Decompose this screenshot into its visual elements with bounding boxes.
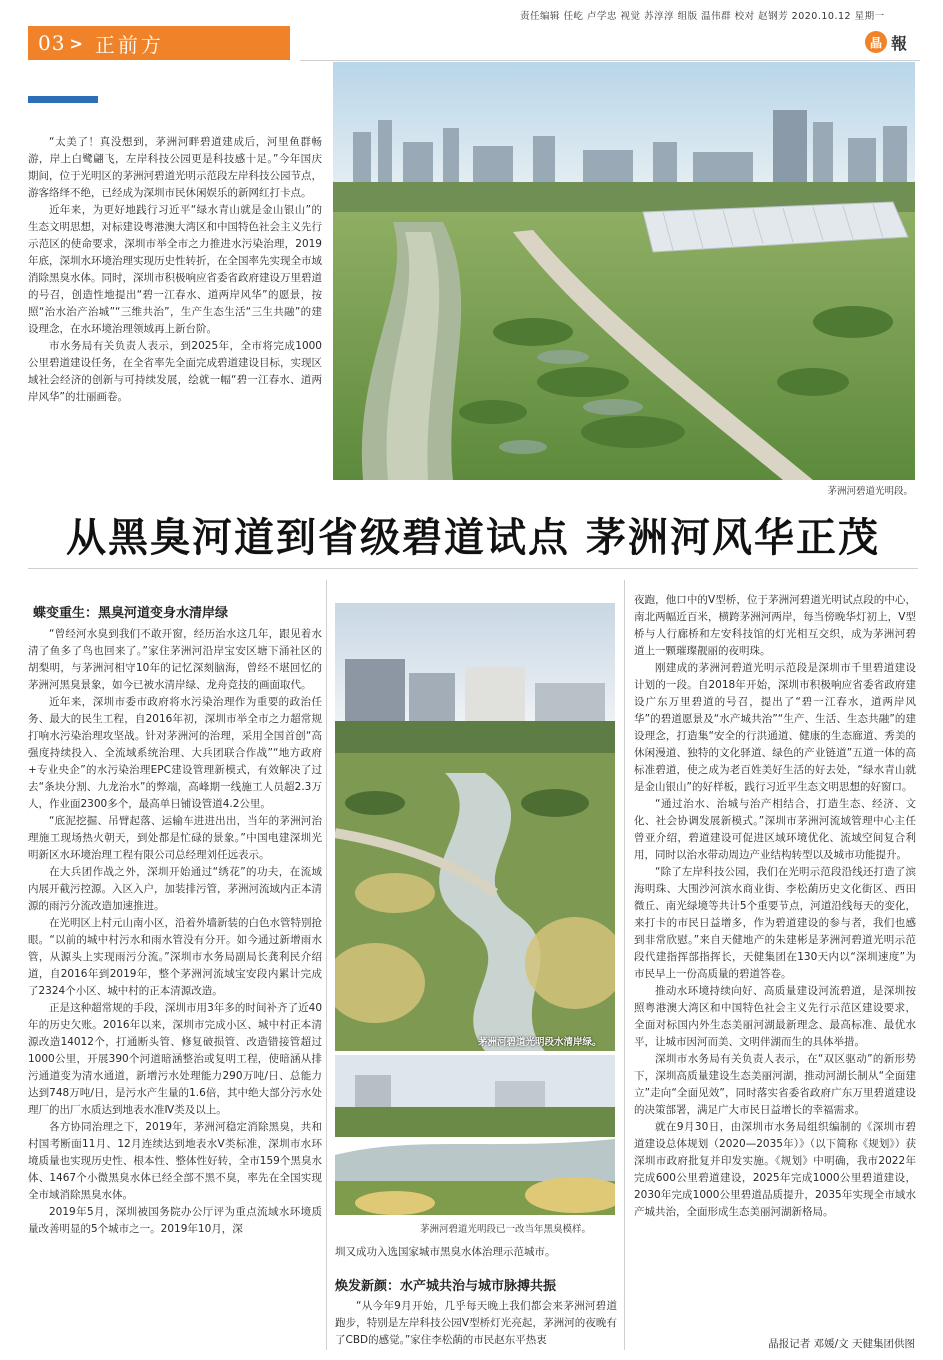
col1-paragraph: 各方协同治理之下，2019年，茅洲河稳定消除黑臭，共和村国考断面11月、12月连续达到地表水Ⅴ类标准，深圳市水环境质量也实现历史性、根本性、整体性好转，全市159个黑臭水体、1467个小微黑臭水体已经全部不黑不臭，率先在全国实现全市域消除黑臭水体。 [28,1121,322,1201]
col1-body [28,626,322,1238]
col1-paragraph: 在大兵团作战之外，深圳开始通过“绣花”的功夫，在流域内展开截污控源。入区入户，加装排污管，茅洲河流域内正本清源的雨污分流改造加速推进。 [28,866,322,912]
header-divider [300,60,920,61]
col1-paragraph: “曾经河水臭到我们不敢开窗，经历治水这几年，跟见着水清了鱼多了鸟也回来了。”家住茅洲河沿岸宝安区塘下涌社区的胡梨明，与茅洲河相守10年的记忆深刻脑海，曾经不堪回忆的茅洲河黑臭景象，如今已被水清岸绿、龙舟竞技的画面取代。 [28,628,322,691]
col3-paragraph: “通过治水、治城与治产相结合，打造生态、经济、文化、社会协调发展新模式。”深圳市茅洲河流域管理中心主任曾亚介绍，碧道建设可促进区域环境优化、流域空间复合利用，同时以治水带动周边产业结构转型以及城市功能提升。 [634,798,916,861]
col3-paragraph: 夜跑，他口中的V型桥，位于茅洲河碧道光明试点段的中心，南北两幅近百米，横跨茅洲河两岸，每当傍晚华灯初上，V型桥与人行廊桥和左安科技馆的灯光相互交织，成为茅洲河碧道上一颗璀璨靓丽的夜明珠。 [634,594,916,657]
col3-paragraph: 刚建成的茅洲河碧道光明示范段是深圳市千里碧道建设计划的一段。自2018年开始，深圳市积极响应省委省政府建设广东万里碧道的号召，提出了“碧一江春水，道两岸风华”的碧道愿景及“水产城共治”“生产、生活、生态共融”的建设理念，打造集“安全的行洪通道、健康的生态廊道、秀美的休闲漫道、独特的文化驿道、绿色的产业链道”五道一体的高标准碧道，使之成为老百姓美好生活的好去处，“绿水青山就是金山银山”的好样板，践行习近平生态文明思想的好窗口。 [634,662,916,793]
headline-divider [28,568,918,569]
col2-body [335,1298,617,1349]
intro-paragraph: 市水务局有关负责人表示，到2025年，全市将完成1000公里碧道建设任务，在全省率先全面完成碧道建设目标，实现区域社会经济的创新与可持续发展，绘就一幅“碧一江春水、道两岸风华”的壮丽画卷。 [28,340,322,403]
section-number: 03 [38,31,66,55]
newspaper-logo [865,28,925,56]
intro-text [28,134,322,406]
top-photo [333,62,915,480]
intro-paragraph: 近年来，为更好地践行习近平“绿水青山就是金山银山”的生态文明思想，对标建设粤港澳大湾区和中国特色社会主义先行示范区的使命要求，深圳市举全市之力推进水污染治理，2019年底，深圳水环境治理实现历史性转折，在全国率先实现全市域消除黑臭水体。同时，深圳市积极响应省委省政府建设万里碧道的号召，创造性地提出“碧一江春水、道两岸风华”的愿景，按照“治水治产治城”“三维共治”，生产生态生活“三生共融”的建设理念，在水环境治理领域再上新台阶。 [28,204,322,335]
accent-bar [28,96,98,103]
col1-paragraph: “底泥挖掘、吊臂起落、运输车进进出出，当年的茅洲河治理施工现场热火朝天，到处都是忙碌的景象。”中国电建深圳光明新区水环境治理工程有限公司总经理刘任远表示。 [28,815,322,861]
col3-body [634,592,916,1221]
intro-paragraph: “太美了！真没想到，茅洲河畔碧道建成后，河里鱼群畅游，岸上白鹭翩飞，左岸科技公园更是科技感十足。”今年国庆期间，位于光明区的茅洲河碧道光明示范段左岸科技公园节点，游客络绎不绝，已经成为深圳市民休闲娱乐的新网红打卡点。 [28,136,322,199]
section-tab [28,26,290,60]
headline: 从黑臭河道到省级碧道试点 茅洲河风华正茂 [66,515,880,561]
col2-paragraph: “从今年9月开始，几乎每天晚上我们都会来茅洲河碧道跑步，特别是左岸科技公园V型桥灯光亮起，茅洲河的夜晚有了CBD的感觉。”家住李松蓢的市民赵东平热衷 [335,1300,617,1346]
col3-paragraph: “除了左岸科技公园，我们在光明示范段沿线还打造了滨海明珠、大围沙河滨水商业街、李松蓢历史文化街区、西田微丘、南光绿境等共计5个重要节点，河道沿线每天的变化，来打卡的市民日益增多，作为碧道建设的参与者，我们也感到非常欣慰。”来自天健地产的朱建彬是茅洲河碧道光明示范段代建指挥部指挥长，天健集团在130天内以“深圳速度”为市民早上一份高质量的碧道答卷。 [634,866,916,980]
col3-paragraph: 推动水环境持续向好、高质量建设河流碧道，是深圳按照粤港澳大湾区和中国特色社会主义先行示范区建设要求，全面对标国内外生态美丽河湖最新理念、最高标准、最优水平，让城市因河而美、文明伴湖而生的具体举措。 [634,985,916,1048]
col1-paragraph: 近年来，深圳市委市政府将水污染治理作为重要的政治任务、最大的民生工程，自2016年初，深圳市举全市之力超常规打响水污染治理攻坚战。针对茅洲河的治理，采用全国首创“高强度持续投入、全流域系统治理、大兵团联合作战”“地方政府+专业央企”的水污染治理EPC建设管理新模式，有效解决了过去“条块分割、九龙治水”的弊端，高峰期一线施工人员超2.3万人，作业面2300多个，最高单日铺设管道4.2公里。 [28,696,322,810]
logo-text: 報 [891,33,908,53]
logo-mark-icon: 晶 [865,31,887,53]
top-photo-caption: 茅洲河碧道光明段。 [827,486,913,497]
byline: 晶报记者 邓媛/文 天健集团供图 [768,1338,915,1350]
col3-paragraph: 深圳市水务局有关负责人表示，在“双区驱动”的新形势下，深圳高质量建设生态美丽河湖，推动河湖长制从“全面建立”走向“全面见效”，同时落实省委省政府广东万里碧道建设的决策部署，满足广大市民日益增长的幸福需求。 [634,1053,916,1116]
chevron-right-icon: > [69,33,83,53]
col3-paragraph: 就在9月30日，由深圳市水务局组织编制的《深圳市碧道建设总体规划（2020—2035年）》（以下简称《规划》）获深圳市政府批复并印发实施。《规划》中明确，我市2022年完成600公里碧道建设，2025年完成1000公里碧道建设，2030年完成1000公里碧道品质提升，2035年实现全市域水产城共治，全面形成生态美丽河湖新格局。 [634,1121,916,1218]
lower-photo-caption: 茅洲河碧道光明段已一改当年黑臭模样。 [420,1224,592,1235]
col1-paragraph: 正是这种超常规的手段，深圳市用3年多的时间补齐了近40年的历史欠账。2016年以来，深圳市完成小区、城中村正本清源改造14012个，打通断头管、修复破损管、改造错接管超过1000公里，开展390个河道暗涵整治或复明工程，使暗涵从排污通道变为清水通道，新增污水处理能力290万吨/日、总能力达到748万吨/日，是污水产生量的1.6倍，其中绝大部分污水处理厂的出厂水质达到地表水准Ⅳ类及以上。 [28,1002,322,1116]
section-name: 正前方 [94,32,164,57]
col1-paragraph: 在光明区上村元山南小区，沿着外墙新装的白色水管特别抢眼。“以前的城中村污水和雨水管没有分开。如今通过新增雨水管，从源头上实现雨污分流。”深圳市水务局副局长龚利民介绍道，自2016年到2019年，整个茅洲河流域宝安段内累计完成了2324个小区、城中村的正本清源改造。 [28,917,322,997]
staff-line: 责任编辑 任屹 卢学忠 视觉 苏淳淳 组版 温伟群 校对 赵钢芳 2020.10.12 星期一 [520,11,885,22]
column-divider [624,580,625,1350]
middle-photo-caption: 茅洲河碧道光明段水清岸绿。 [478,1037,602,1048]
lower-photo [335,1055,615,1215]
col1-subhead: 蝶变重生：黑臭河道变身水清岸绿 [33,606,229,621]
column-divider [326,580,327,1350]
col2-continuation: 圳又成功入选国家城市黑臭水体治理示范城市。 [335,1246,556,1258]
col1-paragraph: 2019年5月，深圳被国务院办公厅评为重点流域水环境质量改善明显的5个城市之一。2019年10月，深 [28,1206,322,1235]
col2-subhead: 焕发新颜：水产城共治与城市脉搏共振 [335,1279,557,1294]
middle-photo [335,603,615,1051]
